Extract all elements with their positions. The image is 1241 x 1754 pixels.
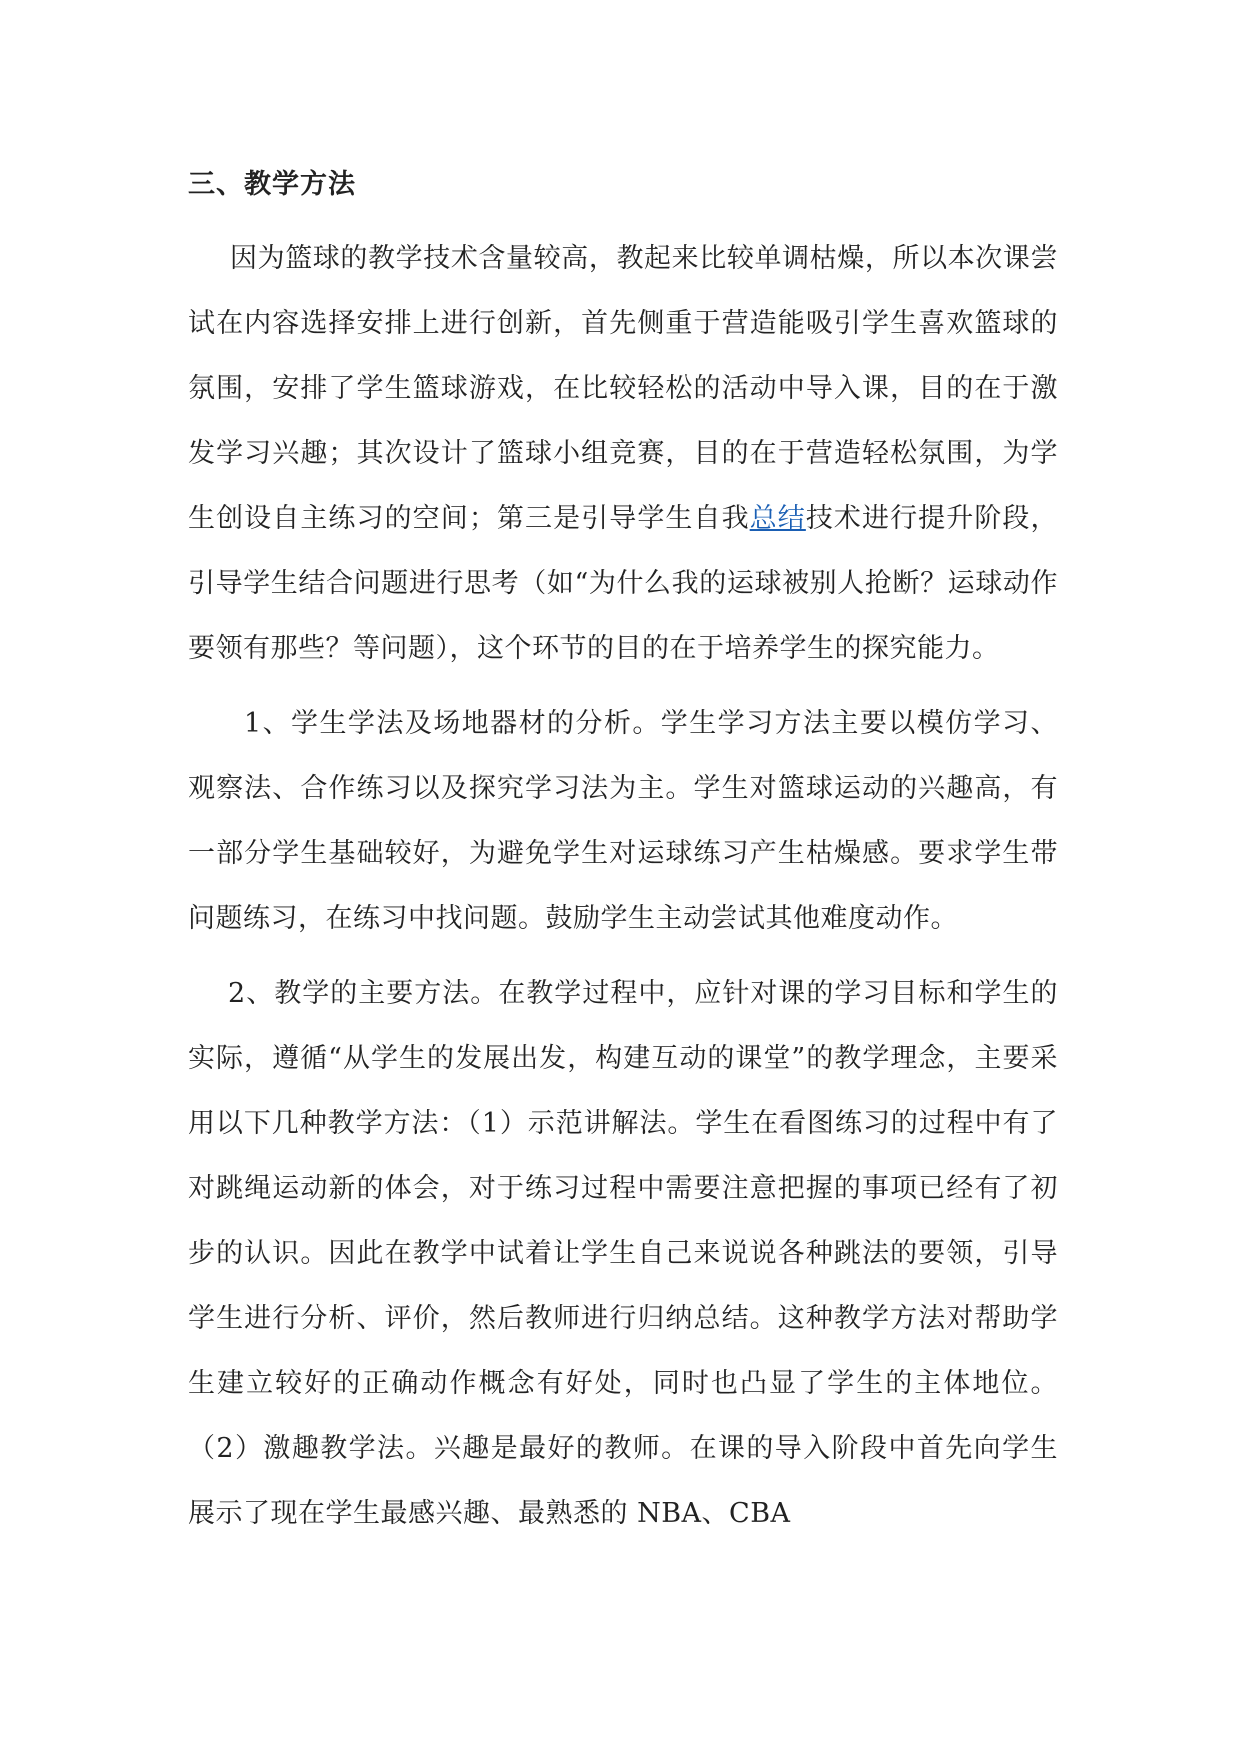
- document-body: [188, 160, 1058, 1546]
- paragraph-intro: [188, 226, 1058, 681]
- summary-link[interactable]: 总结: [749, 503, 806, 534]
- paragraph-teaching-methods: 2、教学的主要方法。在教学过程中，应针对课的学习目标和学生的实际，遵循“从学生的发展出发，构建互动的课堂”的教学理念，主要采用以下几种教学方法：（1）示范讲解法。学生在看图练习的过程中有了对跳绳运动新的体会，对于练习过程中需要注意把握的事项已经有了初步的认识。因此在教学中试着让学生自己来说说各种跳法的要领，引导学生进行分析、评价，然后教师进行归纳总结。这种教学方法对帮助学生建立较好的正确动作概念有好处，同时也凸显了学生的主体地位。（2）激趣教学法。兴趣是最好的教师。在课的导入阶段中首先向学生展示了现在学生最感兴趣、最熟悉的 NBA、CBA: [188, 978, 1058, 1529]
- paragraph-intro-text-1: 因为篮球的教学技术含量较高，教起来比较单调枯燥，所以本次课尝试在内容选择安排上进行创新，首先侧重于营造能吸引学生喜欢篮球的氛围，安排了学生篮球游戏，在比较轻松的活动中导入课，目的在于激发学习兴趣；其次设计了篮球小组竞赛，目的在于营造轻松氛围，为学生创设自主练习的空间；第三是引导学生自我: [188, 243, 1058, 534]
- section-heading: 三、教学方法: [188, 169, 356, 200]
- paragraph-intro-text-2: 技术进行提升阶段，引导学生结合问题进行思考（如“为什么我的运球被别人抢断？运球动作要领有那些？等问题），这个环节的目的在于培养学生的探究能力。: [188, 503, 1059, 664]
- paragraph-study-methods: 1、学生学法及场地器材的分析。学生学习方法主要以模仿学习、观察法、合作练习以及探究学习法为主。学生对篮球运动的兴趣高，有一部分学生基础较好，为避免学生对运球练习产生枯燥感。要求学生带问题练习，在练习中找问题。鼓励学生主动尝试其他难度动作。: [188, 708, 1058, 934]
